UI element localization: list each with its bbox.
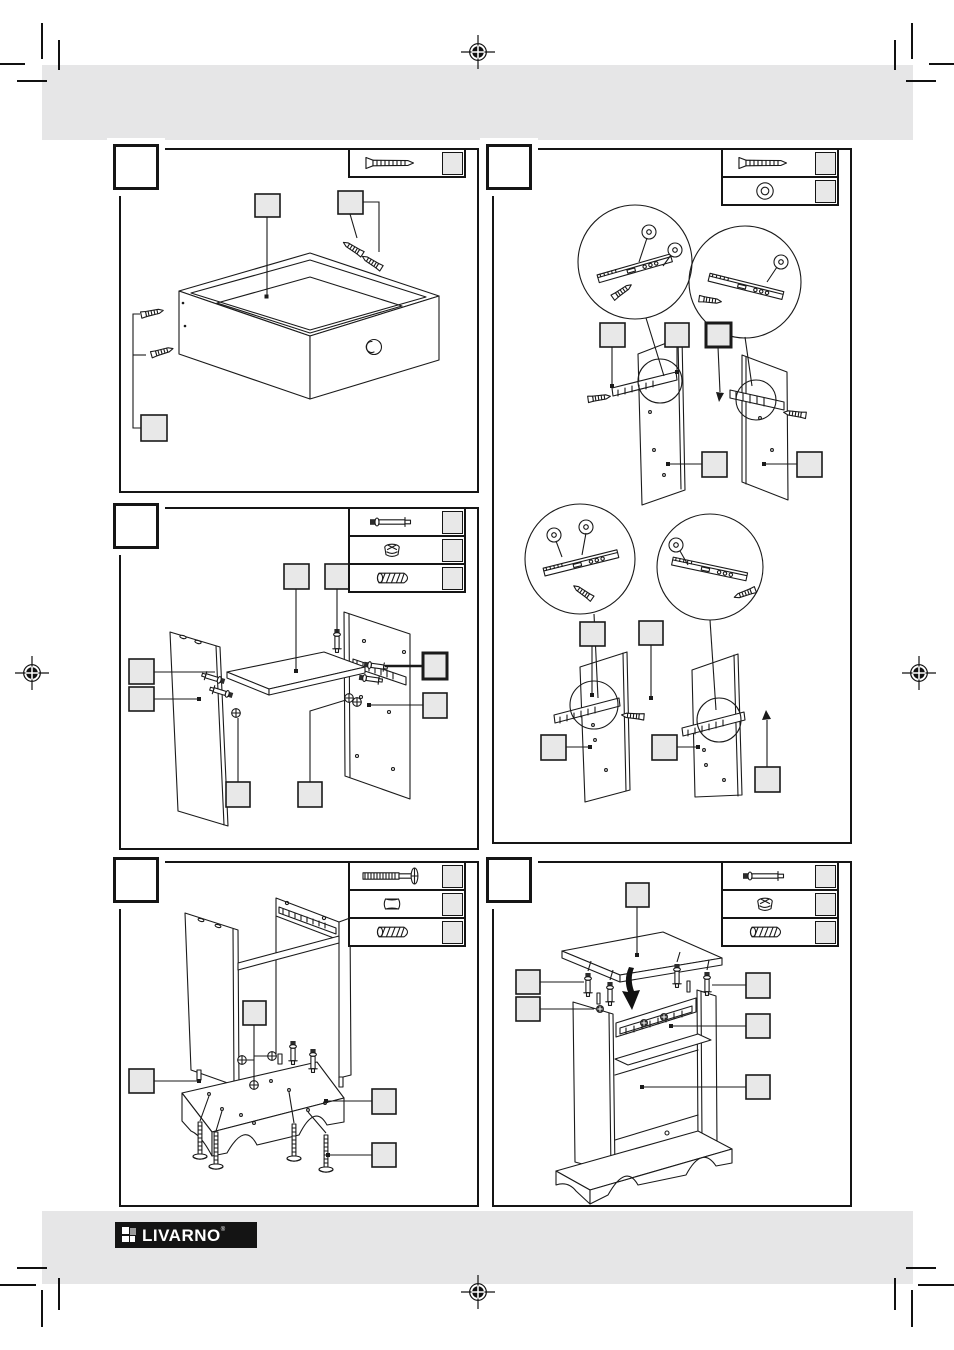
livarno-logo: [115, 1222, 257, 1248]
quantity-box: [442, 893, 463, 916]
crop-mark: [41, 1290, 43, 1327]
callout-box: [141, 415, 167, 441]
wood-dowel-icon: [725, 921, 805, 943]
callout-box: [600, 323, 625, 347]
registered-trademark: ®: [220, 1227, 226, 1233]
registration-mark-icon: [461, 1275, 495, 1309]
callout-box: [372, 1089, 396, 1114]
step-number-box: [486, 144, 532, 190]
callout-box: [226, 782, 250, 807]
callout-box: [626, 883, 649, 907]
callout-box: [129, 1069, 154, 1093]
callout-box: [746, 1075, 770, 1099]
wood-dowel-icon: [352, 567, 432, 589]
countersunk-screw-icon: [352, 152, 432, 174]
detail-circle: [689, 226, 801, 338]
crop-mark: [906, 80, 936, 82]
registration-mark-icon: [461, 35, 495, 69]
legend-row: [723, 889, 837, 917]
quantity-box: [815, 152, 836, 175]
legend-row: [723, 150, 837, 176]
cam-lock-icon: [725, 893, 805, 915]
cam-lock-icon: [352, 539, 432, 561]
callout-box: [338, 191, 363, 214]
quantity-box: [442, 921, 463, 944]
legend-row: [723, 863, 837, 889]
crop-mark: [894, 40, 896, 70]
step-panel-1: [119, 148, 479, 493]
detail-circle: [525, 504, 635, 614]
callout-box: [541, 735, 566, 760]
livarno-logo-mark-icon: [122, 1227, 137, 1244]
legend-row: [350, 863, 464, 889]
legend-row: [723, 917, 837, 945]
slide-mounting-diagram: [494, 150, 850, 842]
callout-box: [797, 452, 822, 477]
hardware-legend: [348, 148, 466, 178]
detail-circle: [657, 514, 763, 620]
crop-mark: [0, 1284, 36, 1286]
callout-box: [255, 194, 280, 217]
top-gray-band: [42, 65, 913, 140]
callout-box: [423, 693, 447, 718]
callout-box: [516, 997, 540, 1021]
step-panel-4: [492, 148, 852, 844]
barrel-nut-icon: [352, 893, 432, 915]
crop-mark: [41, 23, 43, 59]
detail-circle: [578, 205, 692, 319]
cam-bolt-icon: [725, 865, 805, 887]
registration-mark-icon: [902, 656, 936, 690]
legend-row: [350, 509, 464, 535]
callout-box: [755, 767, 780, 792]
crop-mark: [911, 1290, 913, 1327]
legend-row: [350, 889, 464, 917]
step-panel-3: [119, 861, 479, 1207]
crop-mark: [894, 1278, 896, 1310]
callout-box: [746, 973, 770, 998]
hardware-legend: [348, 861, 466, 947]
registration-mark-icon: [15, 656, 49, 690]
callout-box: [706, 323, 731, 347]
connecting-bolt-icon: [352, 865, 432, 887]
step-number-box: [486, 857, 532, 903]
step-number-box: [113, 857, 159, 903]
quantity-box: [442, 511, 463, 534]
cabinet-frame: [185, 898, 351, 1094]
step-panel-5: [492, 861, 852, 1207]
step-panel-2: [119, 507, 479, 850]
legend-row: [723, 176, 837, 204]
callout-box: [372, 1143, 396, 1167]
left-side-panel: [170, 632, 228, 826]
quantity-box: [815, 921, 836, 944]
legend-row: [350, 535, 464, 563]
crop-mark: [911, 23, 913, 59]
side-panel-board: [588, 337, 685, 505]
legend-row: [350, 563, 464, 591]
callout-box: [129, 659, 154, 684]
drawer-box: [179, 253, 439, 399]
callout-box: [243, 1001, 266, 1025]
step-number-box: [113, 503, 159, 549]
quantity-box: [815, 180, 836, 203]
callout-box: [325, 564, 349, 589]
washer-icon: [725, 180, 805, 202]
quantity-box: [442, 865, 463, 888]
crop-mark: [58, 40, 60, 70]
crop-mark: [58, 1278, 60, 1310]
callout-box: [423, 653, 447, 679]
callout-box: [580, 622, 605, 646]
crop-mark: [0, 63, 25, 65]
crop-mark: [17, 1267, 47, 1269]
wood-dowel-icon: [352, 921, 432, 943]
plinth-base: [182, 1062, 344, 1156]
quantity-box: [442, 539, 463, 562]
crop-mark: [929, 63, 954, 65]
quantity-box: [815, 865, 836, 888]
callout-box: [516, 970, 540, 994]
legend-row: [350, 150, 464, 176]
quantity-box: [442, 567, 463, 590]
countersunk-screw-icon: [725, 152, 805, 174]
cam-lock-icon: [232, 694, 362, 718]
legend-row: [350, 917, 464, 945]
side-panel-board: [730, 355, 806, 500]
hardware-legend: [721, 861, 839, 947]
quantity-box: [442, 152, 463, 175]
hardware-legend: [721, 148, 839, 206]
callout-box: [665, 323, 689, 347]
crop-mark: [918, 1284, 954, 1286]
step-number-box: [113, 144, 159, 190]
logo-text: LIVARNO: [142, 1225, 221, 1245]
cam-bolt-icon: [352, 511, 432, 533]
callout-box: [298, 782, 322, 807]
callout-box: [746, 1014, 770, 1038]
hardware-legend: [348, 507, 466, 593]
callout-box: [129, 687, 154, 711]
drawer-assembly-diagram: [121, 150, 477, 491]
quantity-box: [815, 893, 836, 916]
crop-mark: [906, 1267, 936, 1269]
callout-box: [702, 452, 727, 477]
crop-mark: [17, 80, 47, 82]
callout-box: [652, 735, 677, 760]
side-panel-board: [554, 652, 644, 802]
callout-box: [639, 621, 663, 645]
callout-box: [284, 564, 309, 589]
